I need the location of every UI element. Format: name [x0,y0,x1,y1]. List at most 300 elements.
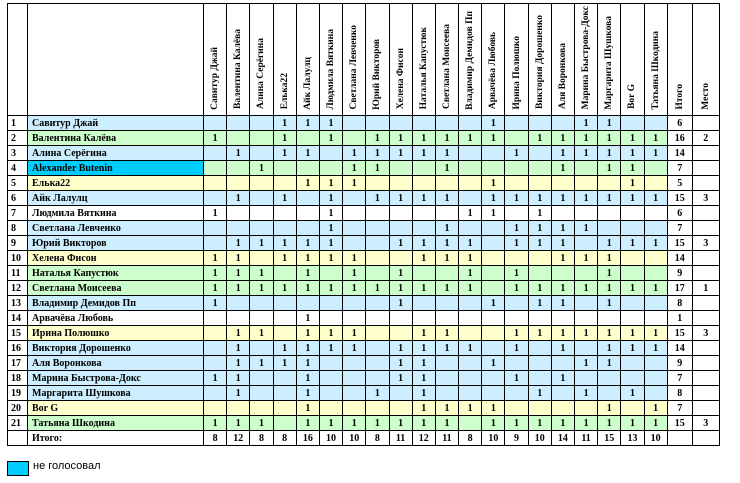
vote-cell: 1 [505,341,528,356]
row-number: 4 [8,161,28,176]
vote-cell: 1 [296,341,319,356]
vote-cell [575,311,598,326]
vote-cell: 1 [412,131,435,146]
vote-cell [389,161,412,176]
column-total: 8 [204,431,227,446]
vote-cell [482,311,505,326]
vote-cell: 1 [319,416,342,431]
vote-cell [644,296,667,311]
vote-cell: 1 [227,146,250,161]
vote-cell: 1 [204,266,227,281]
vote-cell [459,311,482,326]
vote-cell: 1 [389,131,412,146]
column-header [343,4,366,116]
vote-cell: 1 [343,251,366,266]
participant-name: Bor G [28,401,204,416]
vote-cell [389,326,412,341]
column-header-label: Алина Серёгина [256,38,267,110]
vote-cell [366,356,389,371]
vote-cell: 1 [412,356,435,371]
row-total: 16 [667,131,692,146]
participant-name: Наталья Капустюк [28,266,204,281]
header-blank-num [8,4,28,116]
row-total: 8 [667,296,692,311]
vote-cell: 1 [204,296,227,311]
vote-cell: 1 [551,161,574,176]
row-total: 14 [667,251,692,266]
row-place: 2 [692,131,719,146]
vote-cell [644,311,667,326]
vote-cell [250,311,273,326]
vote-cell: 1 [528,296,551,311]
vote-cell [435,296,458,311]
row-total: 15 [667,191,692,206]
vote-cell: 1 [621,131,644,146]
vote-cell: 1 [227,386,250,401]
vote-cell [204,311,227,326]
vote-cell [551,176,574,191]
vote-cell: 1 [551,416,574,431]
participant-name: Елька22 [28,176,204,191]
row-number: 17 [8,356,28,371]
row-total: 5 [667,176,692,191]
vote-cell [621,401,644,416]
vote-cell [505,131,528,146]
row-number: 21 [8,416,28,431]
vote-cell: 1 [296,236,319,251]
vote-cell: 1 [204,416,227,431]
vote-cell [296,191,319,206]
vote-cell: 1 [598,251,621,266]
vote-cell [343,371,366,386]
vote-cell: 1 [389,356,412,371]
row-place [692,116,719,131]
column-header-label: Наталья Капустюк [418,27,429,110]
vote-cell [459,221,482,236]
vote-cell: 1 [459,401,482,416]
vote-cell [227,161,250,176]
vote-cell [296,161,319,176]
vote-cell [343,356,366,371]
vote-cell: 1 [435,401,458,416]
vote-cell: 1 [505,236,528,251]
participant-name: Валентина Калёва [28,131,204,146]
vote-cell: 1 [227,371,250,386]
vote-cell [528,371,551,386]
vote-cell: 1 [412,386,435,401]
vote-cell [551,356,574,371]
vote-cell: 1 [204,371,227,386]
vote-cell: 1 [551,341,574,356]
vote-cell [250,221,273,236]
vote-cell: 1 [343,161,366,176]
vote-cell [204,116,227,131]
participant-name: Марина Быстрова-Докс [28,371,204,386]
vote-cell [296,221,319,236]
vote-cell: 1 [575,251,598,266]
column-total: 10 [644,431,667,446]
vote-cell [227,296,250,311]
column-header [296,4,319,116]
row-place [692,341,719,356]
vote-cell: 1 [644,131,667,146]
vote-cell: 1 [528,236,551,251]
vote-cell [227,116,250,131]
vote-cell: 1 [505,191,528,206]
vote-cell: 1 [621,191,644,206]
vote-cell: 1 [644,401,667,416]
vote-cell: 1 [598,191,621,206]
column-header [273,4,296,116]
vote-cell: 1 [551,251,574,266]
vote-cell: 1 [366,161,389,176]
vote-cell [644,251,667,266]
vote-cell: 1 [250,161,273,176]
header-blank-name [28,4,204,116]
table-row [8,296,720,311]
vote-cell: 1 [435,251,458,266]
vote-cell [227,131,250,146]
vote-cell: 1 [319,206,342,221]
vote-cell [273,221,296,236]
vote-cell [273,176,296,191]
vote-cell: 1 [505,326,528,341]
vote-cell [505,251,528,266]
vote-cell: 1 [412,146,435,161]
vote-cell [343,296,366,311]
vote-cell [435,371,458,386]
vote-cell [551,116,574,131]
column-header [366,4,389,116]
vote-cell [227,311,250,326]
vote-cell [528,146,551,161]
column-header-label: Людмила Вяткина [326,29,337,110]
vote-cell [505,386,528,401]
vote-cell: 1 [575,356,598,371]
vote-cell: 1 [482,206,505,221]
vote-cell [204,326,227,341]
vote-cell: 1 [435,161,458,176]
table-row [8,356,720,371]
vote-cell: 1 [644,326,667,341]
table-row [8,161,720,176]
vote-cell [575,266,598,281]
vote-cell: 1 [598,161,621,176]
vote-cell [204,161,227,176]
vote-cell [435,386,458,401]
vote-cell: 1 [319,221,342,236]
participant-name: Татьяна Шкодина [28,416,204,431]
vote-cell: 1 [598,266,621,281]
vote-cell: 1 [204,251,227,266]
vote-cell: 1 [459,251,482,266]
column-header [551,4,574,116]
row-total: 14 [667,146,692,161]
column-header-label: Татьяна Шкодина [650,30,661,110]
vote-cell: 1 [575,116,598,131]
row-total: 15 [667,236,692,251]
vote-cell [273,161,296,176]
vote-cell: 1 [644,281,667,296]
row-total: 6 [667,206,692,221]
vote-cell [343,236,366,251]
vote-cell: 1 [412,401,435,416]
vote-cell [273,296,296,311]
column-header-label: Елька22 [279,73,290,110]
row-place [692,371,719,386]
vote-cell: 1 [551,296,574,311]
row-total: 7 [667,161,692,176]
row-number: 13 [8,296,28,311]
vote-cell: 1 [435,416,458,431]
vote-cell: 1 [319,236,342,251]
vote-cell: 1 [296,116,319,131]
legend-label: не голосовал [33,460,101,472]
vote-cell: 1 [296,401,319,416]
vote-cell: 1 [250,266,273,281]
vote-cell [319,386,342,401]
vote-cell: 1 [389,281,412,296]
vote-cell [551,266,574,281]
column-header [575,4,598,116]
vote-cell: 1 [528,131,551,146]
column-header-label: Виктория Дорошенко [534,15,545,110]
vote-cell: 1 [296,386,319,401]
totals-blank-place [692,431,719,446]
vote-cell: 1 [575,131,598,146]
table-row [8,311,720,326]
legend-swatch [7,461,29,476]
vote-cell: 1 [296,281,319,296]
table-row [8,281,720,296]
vote-cell [459,386,482,401]
vote-cell [459,161,482,176]
vote-cell [435,266,458,281]
vote-cell: 1 [598,326,621,341]
vote-cell: 1 [459,131,482,146]
vote-cell [505,206,528,221]
vote-cell [366,221,389,236]
column-header [412,4,435,116]
vote-cell: 1 [389,341,412,356]
vote-cell: 1 [273,131,296,146]
vote-cell: 1 [296,266,319,281]
vote-cell: 1 [435,146,458,161]
vote-cell [273,326,296,341]
column-total: 11 [389,431,412,446]
vote-cell [296,206,319,221]
vote-cell [343,131,366,146]
vote-cell [204,146,227,161]
vote-cell [204,236,227,251]
vote-cell: 1 [250,326,273,341]
vote-cell [575,176,598,191]
row-place: 1 [692,281,719,296]
column-header-label: Валентина Калёва [233,29,244,110]
participant-name: Людмила Вяткина [28,206,204,221]
row-place [692,266,719,281]
row-place [692,176,719,191]
vote-cell: 1 [296,371,319,386]
vote-cell: 1 [528,281,551,296]
row-number: 2 [8,131,28,146]
vote-cell [482,386,505,401]
participant-name: Виктория Дорошенко [28,341,204,356]
vote-cell [528,251,551,266]
participant-name: Айк Лалулц [28,191,204,206]
vote-cell: 1 [412,326,435,341]
vote-cell [482,341,505,356]
vote-cell [389,221,412,236]
vote-cell [412,221,435,236]
vote-cell [621,251,644,266]
column-header-label: Арвачёва Любовь [488,32,499,110]
participant-name: Alexander Butenin [28,161,204,176]
vote-cell: 1 [598,296,621,311]
column-header [435,4,458,116]
vote-cell: 1 [343,146,366,161]
vote-cell [204,341,227,356]
vote-cell: 1 [273,251,296,266]
row-number: 6 [8,191,28,206]
vote-cell: 1 [551,191,574,206]
table-row [8,416,720,431]
vote-cell: 1 [412,251,435,266]
vote-cell [412,176,435,191]
vote-cell: 1 [273,356,296,371]
vote-cell: 1 [598,281,621,296]
vote-cell: 1 [621,146,644,161]
vote-cell: 1 [343,176,366,191]
participant-name: Хелена Фисон [28,251,204,266]
column-header-label: Bor G [627,84,638,110]
vote-cell: 1 [366,191,389,206]
vote-cell: 1 [482,116,505,131]
vote-cell: 1 [528,416,551,431]
row-place [692,296,719,311]
row-total: 8 [667,386,692,401]
vote-cell: 1 [598,416,621,431]
vote-cell [459,191,482,206]
vote-cell: 1 [459,341,482,356]
vote-cell [644,221,667,236]
column-total: 10 [343,431,366,446]
vote-cell: 1 [575,221,598,236]
column-total: 13 [621,431,644,446]
vote-cell [343,401,366,416]
vote-cell: 1 [389,236,412,251]
column-total: 14 [551,431,574,446]
column-header-label: Айк Лалулц [302,56,313,110]
vote-cell [575,341,598,356]
column-header [227,4,250,116]
vote-cell [459,116,482,131]
vote-cell: 1 [575,386,598,401]
vote-cell [505,161,528,176]
participant-name: Аля Воронкова [28,356,204,371]
row-number: 8 [8,221,28,236]
row-place [692,221,719,236]
participant-name: Алина Серёгина [28,146,204,161]
vote-cell [343,116,366,131]
vote-cell [505,176,528,191]
vote-cell [575,236,598,251]
place-header [692,4,719,116]
vote-cell: 1 [389,146,412,161]
row-number: 16 [8,341,28,356]
vote-cell [482,326,505,341]
totals-row [8,431,720,446]
column-header [319,4,342,116]
vote-cell: 1 [505,416,528,431]
vote-cell [505,401,528,416]
participant-name: Юрий Викторов [28,236,204,251]
vote-cell: 1 [575,191,598,206]
vote-cell [204,356,227,371]
vote-cell: 1 [343,416,366,431]
vote-cell [273,311,296,326]
vote-cell: 1 [227,341,250,356]
vote-cell: 1 [459,281,482,296]
vote-cell [621,356,644,371]
vote-cell: 1 [343,281,366,296]
vote-cell: 1 [621,386,644,401]
vote-cell: 1 [412,416,435,431]
vote-cell: 1 [250,236,273,251]
vote-cell: 1 [621,176,644,191]
vote-cell [296,131,319,146]
vote-cell [343,206,366,221]
vote-cell [250,401,273,416]
vote-cell: 1 [505,371,528,386]
vote-cell: 1 [435,326,458,341]
column-total: 8 [459,431,482,446]
participant-name: Светлана Моисеева [28,281,204,296]
vote-cell: 1 [505,266,528,281]
row-total: 15 [667,326,692,341]
vote-cell [598,311,621,326]
column-header [389,4,412,116]
vote-cell [273,401,296,416]
vote-cell [482,221,505,236]
place-header-label: Место [700,82,711,110]
vote-cell: 1 [319,116,342,131]
vote-cell [204,191,227,206]
column-total: 8 [366,431,389,446]
row-number: 7 [8,206,28,221]
vote-cell: 1 [389,416,412,431]
vote-cell: 1 [366,281,389,296]
row-place [692,251,719,266]
vote-cell [435,116,458,131]
vote-cell: 1 [459,236,482,251]
participant-name: Маргарита Шушкова [28,386,204,401]
header-row [8,4,720,116]
column-header-label: Савитур Джай [210,46,221,110]
vote-cell [366,176,389,191]
vote-cell: 1 [621,236,644,251]
vote-cell: 1 [482,191,505,206]
vote-cell [621,266,644,281]
column-header-label: Хелена Фисон [395,48,406,110]
column-header-label: Светлана Левченко [349,24,360,110]
vote-cell [459,296,482,311]
column-header-label: Аля Воронкова [557,43,568,110]
vote-cell [644,356,667,371]
table-row [8,146,720,161]
vote-cell: 1 [644,146,667,161]
vote-cell [412,206,435,221]
